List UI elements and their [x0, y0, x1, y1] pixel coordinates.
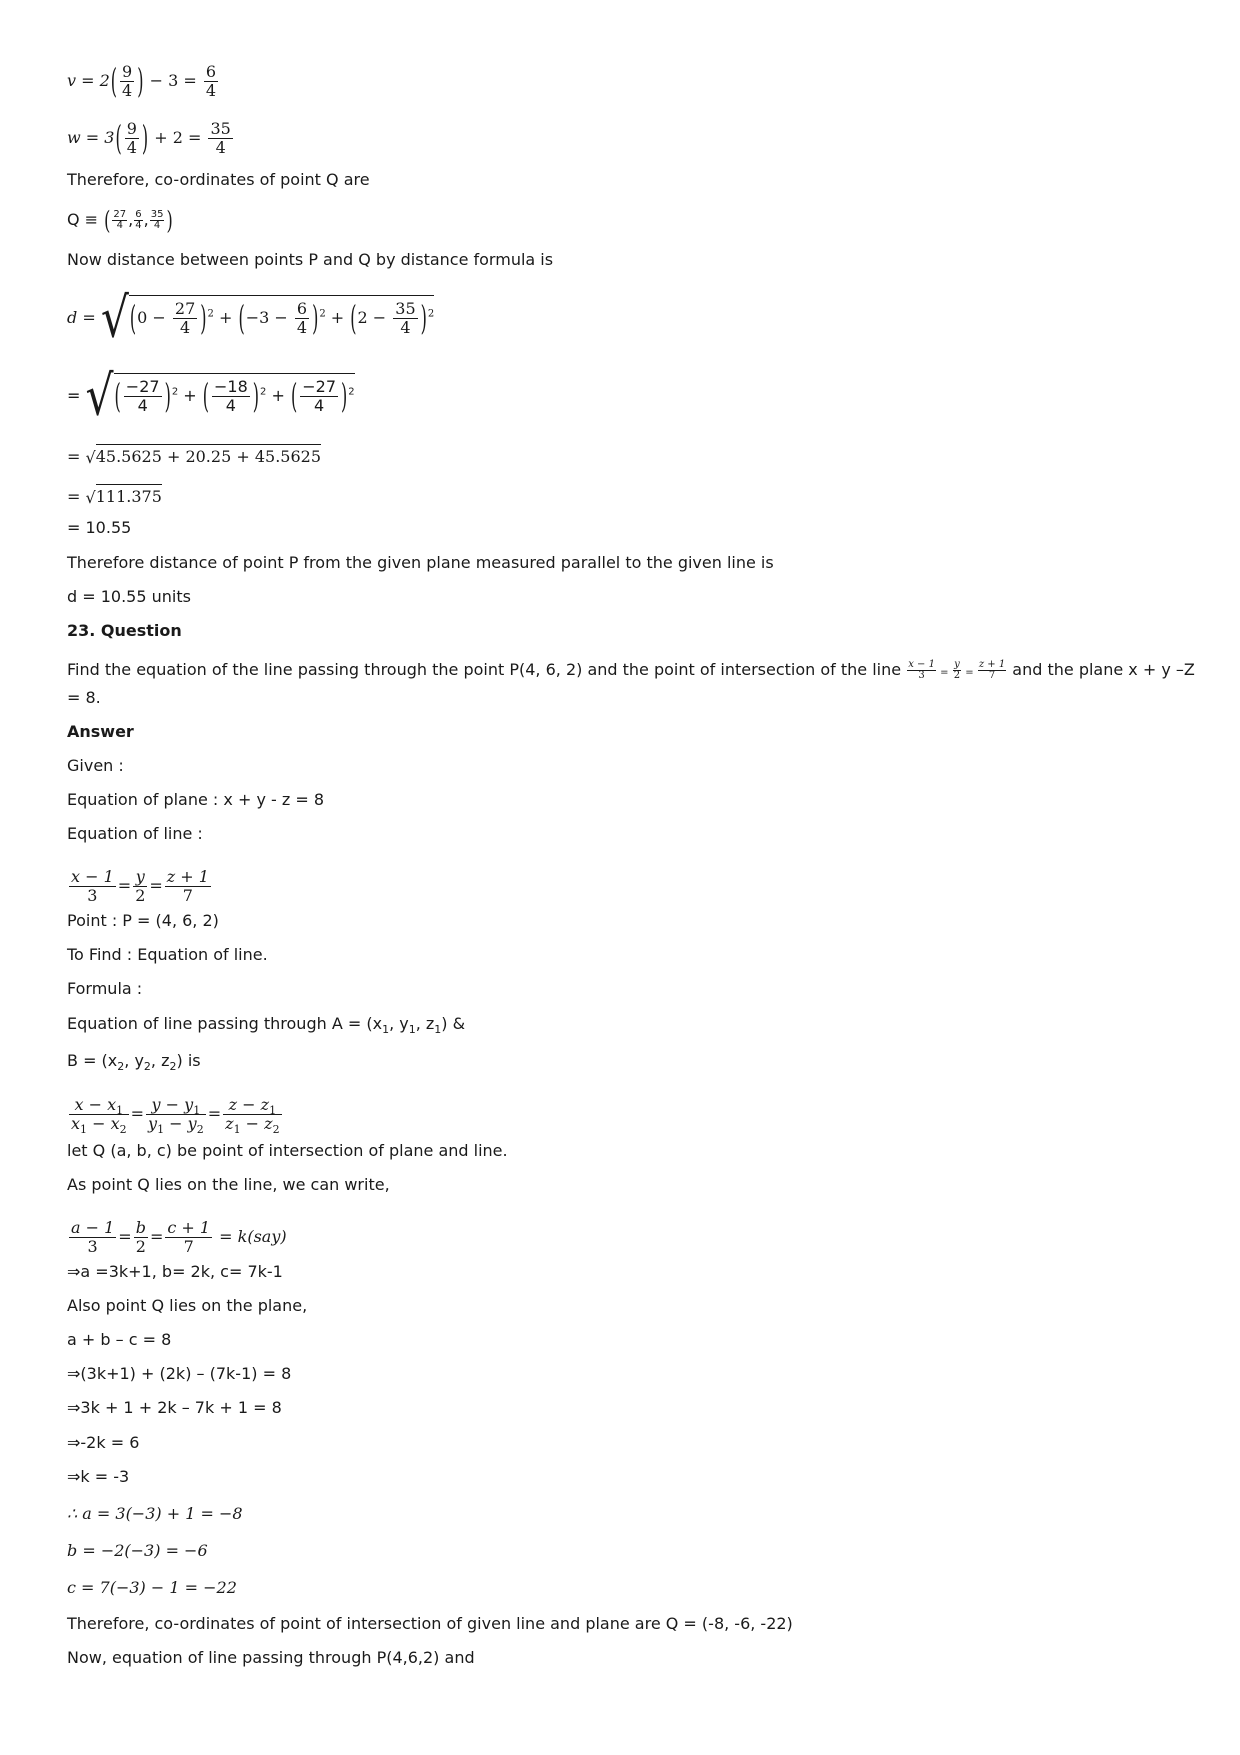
sum-equation: a + b – c = 8 [67, 1330, 172, 1349]
plane-equation: Equation of plane : x + y - z = 8 [67, 790, 325, 809]
w-equation: w = 3( $\frac{9}{4}$ ) + 2 = $\frac{35}{4}$ [67, 117, 231, 158]
formula-text-b: $B = (x_2$, $y_2$, $z_2$) is [67, 1051, 201, 1074]
question-heading: 23. Question [67, 621, 182, 640]
line-equation: $\frac{x - 1}{3}$ = $\frac{y}{2}$ = $\frac{z + 1}{7}$ [71, 867, 209, 905]
formula-label: Formula : [67, 979, 143, 998]
two-point-formula: $\frac{x - x_1}{x_1 - x_2}$ = $\frac{y - y_1}{y_1 - y_2}$ = $\frac{z - z_1}{z_1 - z_2}$ [71, 1095, 280, 1137]
answer-heading: Answer [67, 722, 134, 741]
expand-equation: ⇒3k + 1 + 2k – 7k + 1 = 8 [67, 1398, 282, 1417]
distance-step-4: = √111.375 [67, 484, 162, 508]
a-value: ∴ a = 3(−3) + 1 = −8 [67, 1504, 243, 1523]
q-point: Q ≡ ( $\frac{27}{4}$ , $\frac{6}{4}$ , $\frac{35}{4}$ ) [67, 204, 173, 235]
b-value: b = −2(−3) = −6 [67, 1541, 208, 1560]
substitute-equation: ⇒(3k+1) + (2k) – (7k-1) = 8 [67, 1364, 292, 1383]
distance-step-2: = √( $\frac{-27}{4}$ )$^2$ + ( $\frac{-18}{4}$ )$^2$ + ( $\frac{-27}{4}$ )$^2$ [67, 364, 355, 428]
distance-step-3: = √45.5625 + 20.25 + 45.5625 [67, 444, 321, 468]
q-on-plane: Also point Q lies on the plane, [67, 1296, 308, 1315]
conclusion-text: Therefore distance of point P from the given plane measured parallel to the given line is [67, 553, 774, 572]
let-q: let Q (a, b, c) be point of intersection of plane and line. [67, 1141, 508, 1160]
coord-q-intro: Therefore, co-ordinates of point Q are [67, 170, 370, 189]
q-on-line: As point Q lies on the line, we can write, [67, 1175, 390, 1194]
point-p: Point : P = (4, 6, 2) [67, 911, 219, 930]
question-text: Find the equation of the line passing through the point P(4, 6, 2) and the point of intersection of the line $\frac{x - 1}{3}$ = $\frac{y}{2}$ = $\frac{z + 1}{7}$ and the plane x + y –Z [67, 659, 1195, 681]
formula-text-a: Equation of line passing through $A = (x_1$, $y_1$, $z_1$) & [67, 1014, 466, 1037]
line-equation-label: Equation of line : [67, 824, 203, 843]
question-text-end: = 8. [67, 688, 101, 707]
k-value: ⇒k = -3 [67, 1467, 130, 1486]
k-equation: $\frac{a - 1}{3}$ = $\frac{b}{2}$ = $\frac{c + 1}{7}$ = k(say) [71, 1218, 287, 1256]
v-equation: v = 2( $\frac{9}{4}$ ) − 3 = $\frac{6}{4}$ [67, 60, 217, 101]
final-line: Now, equation of line passing through P(4,6,2) and [67, 1648, 475, 1667]
distance-result: d = 10.55 units [67, 587, 191, 606]
c-value: c = 7(−3) − 1 = −22 [67, 1578, 237, 1597]
to-find: To Find : Equation of line. [67, 945, 268, 964]
distance-formula: d = √(0 − $\frac{27}{4}$ )$^2$ + (−3 − $\frac{6}{4}$ )$^2$ + (2 − $\frac{35}{4}$ )$^2$ [67, 286, 435, 350]
given-label: Given : [67, 756, 124, 775]
distance-step-5: = 10.55 [67, 518, 132, 537]
intersection-result: Therefore, co-ordinates of point of intersection of given line and plane are Q = (-8, -6, -22) [67, 1614, 793, 1633]
abc-in-k: ⇒a =3k+1, b= 2k, c= 7k-1 [67, 1262, 283, 1281]
simplify-equation: ⇒-2k = 6 [67, 1433, 140, 1452]
distance-intro: Now distance between points P and Q by distance formula is [67, 250, 554, 269]
